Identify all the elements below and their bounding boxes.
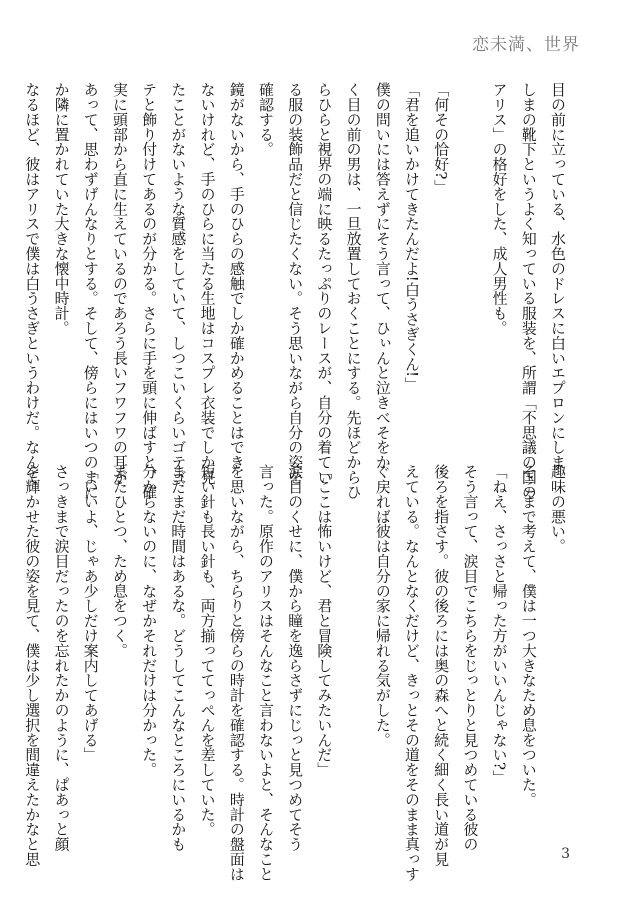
text-line: しまの靴下というよく知っている服装を、所謂「不思議の国の [519, 82, 538, 500]
text-line: ないけれど、手のひらに当たる生地はコスプレ衣装でしか見 [198, 82, 217, 485]
page-number: 3 [561, 846, 570, 862]
text-line: 確認する。 [256, 82, 275, 157]
text-line: を思いながら、ちらりと傍らの時計を確認する。時計の盤面は [227, 464, 246, 882]
text-line: 僕の問いには答えずにそう言って、ひぃんと泣きべそをか [373, 82, 392, 470]
text-line: ぐ戻れば彼は自分の家に帰れる気がした。 [373, 464, 392, 748]
text-line: 鏡がないから、手のひらの感触でしか確かめることはでき [227, 82, 246, 470]
text-line: 「君を追いかけてきたんだよ!白うさぎくん!」 [402, 82, 421, 392]
text-line [455, 82, 484, 436]
text-line: そこまで考えて、僕は一つ大きなため息をついた。 [519, 464, 538, 807]
text-line: なるほど、彼はアリスで僕は白うさぎというわけだ。なんて [23, 82, 42, 485]
text-line: 「何その恰好?」 [432, 82, 451, 195]
text-line: 分からないのに、なぜかそれだけは分かった。 [140, 464, 159, 777]
text-line: らひらと視界の端に映るたっぷりのレースが、自分の着てい [315, 82, 334, 485]
text-line: アリス」の格好をした、成人男性も。 [490, 82, 509, 336]
text-line: たことがないような質感をしていて、しつこいくらいゴテゴ [169, 82, 188, 485]
text-line: 「ここは怖いけど、君と冒険してみたいんだ」 [315, 464, 334, 777]
text-line [338, 464, 367, 830]
text-line: く目の前の男は、一旦放置しておくことにする。先ほどからひ [344, 82, 363, 500]
text-line: 短い針も長い針も、両方揃っててっぺんを差していた。 [198, 464, 217, 837]
text-line: まだまだ時間はあるな。どうしてこんなところにいるかも [169, 464, 188, 852]
text-line: えている。なんとなくだけど、きっとその道をそのまま真っす [402, 464, 421, 882]
text-line: あって、思わずげんなりとする。そして、傍らにはいつのまに [81, 82, 100, 500]
text-line: 「いいよ、じゃあ少しだけ案内してあげる」 [81, 464, 100, 762]
text-line: 「ねえ、さっさと帰った方がいいんじゃない?」 [490, 464, 509, 785]
text-line: を輝かせた彼の姿を見て、僕は少し選択を間違えたかなと思 [23, 464, 42, 867]
text-line: さっきまで涙目だったのを忘れたかのように、ぱあっと顔 [52, 464, 71, 852]
text-line: またひとつ、ため息をつく。 [110, 464, 129, 658]
text-block-lower [17, 464, 572, 882]
text-line: そう言って、涙目でこちらをじっとりと見つめている彼の [461, 464, 480, 852]
text-block-upper [17, 82, 572, 500]
text-line: テと飾り付けてあるのが分かる。さらに手を頭に伸ばすと、確 [140, 82, 159, 500]
running-header: 恋未満、世界 [472, 35, 580, 55]
text-line: る服の装飾品だと信じたくない。そう思いながら自分の姿を [286, 82, 305, 485]
text-line: か隣に置かれていた大きな懐中時計。 [52, 82, 71, 336]
text-line: 実に頭部から直に生えているのであろう長いフワフワの耳が [110, 82, 129, 485]
text-line: 趣味の悪い。 [549, 464, 567, 554]
text-line: 涙目のくせに、僕から瞳を逸らさずにじっと見つめてそう [286, 464, 305, 852]
text-line: 目の前に立っている、水色のドレスに白いエプロンにしま [549, 82, 567, 470]
text-line: 言った。原作のアリスはそんなこと言わないよと、そんなこと [256, 464, 275, 882]
text-line: 後ろを指さす。彼の後ろには奥の森へと続く細く長い道が見 [432, 464, 451, 867]
